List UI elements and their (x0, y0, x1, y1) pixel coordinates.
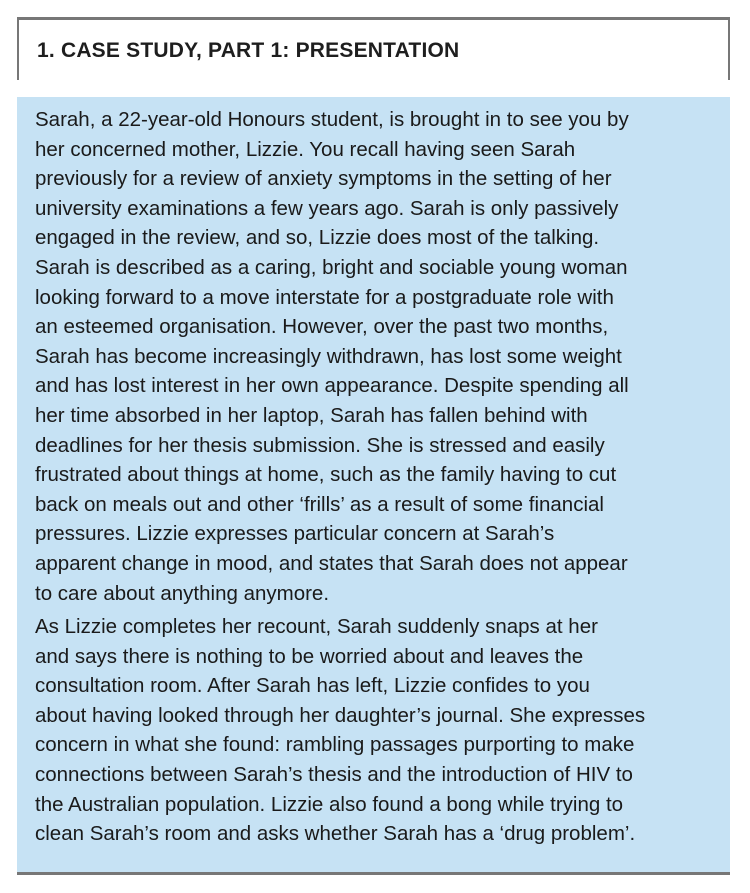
case-study-box (17, 17, 730, 875)
paragraph-recount: As Lizzie completes her recount, Sarah suddenly snaps at her and says there is nothing to be worried about and leaves the consultation room. After Sarah has left, Lizzie confides to you about having looked through her daughter’s journal. She expresses concern in what she found: rambling passages purporting to make connections between Sarah’s thesis and the introduction of HIV to the Australian population. Lizzie also found a bong while trying to clean Sarah’s room and asks whether Sarah has a ‘drug problem’. (35, 615, 646, 846)
case-study-title: 1. CASE STUDY, PART 1: PRESENTATION (37, 39, 460, 62)
case-study-body (17, 97, 730, 875)
case-study-header (17, 17, 730, 80)
paragraph-presentation: Sarah, a 22-year-old Honours student, is brought in to see you by her concerned mother, Lizzie. You recall having seen Sarah previously for a review of anxiety symptoms in the setting of her university examinations a few years ago. Sarah is only passively engaged in the review, and so, Lizzie does most of the talking. Sarah is described as a caring, bright and sociable young woman looking forward to a move interstate for a postgraduate role with an esteemed organisation. However, over the past two months, Sarah has become increasingly withdrawn, has lost some weight and has lost interest in her own appearance. Despite spending all her time absorbed in her laptop, Sarah has fallen behind with deadlines for her thesis submission. She is stressed and easily frustrated about things at home, such as the family having to cut back on meals out and other ‘frills’ as a result of some financial pressures. Lizzie expresses particular concern at Sarah’s apparent change in mood, and states that Sarah does not appear to care about anything anymore. (35, 108, 629, 605)
